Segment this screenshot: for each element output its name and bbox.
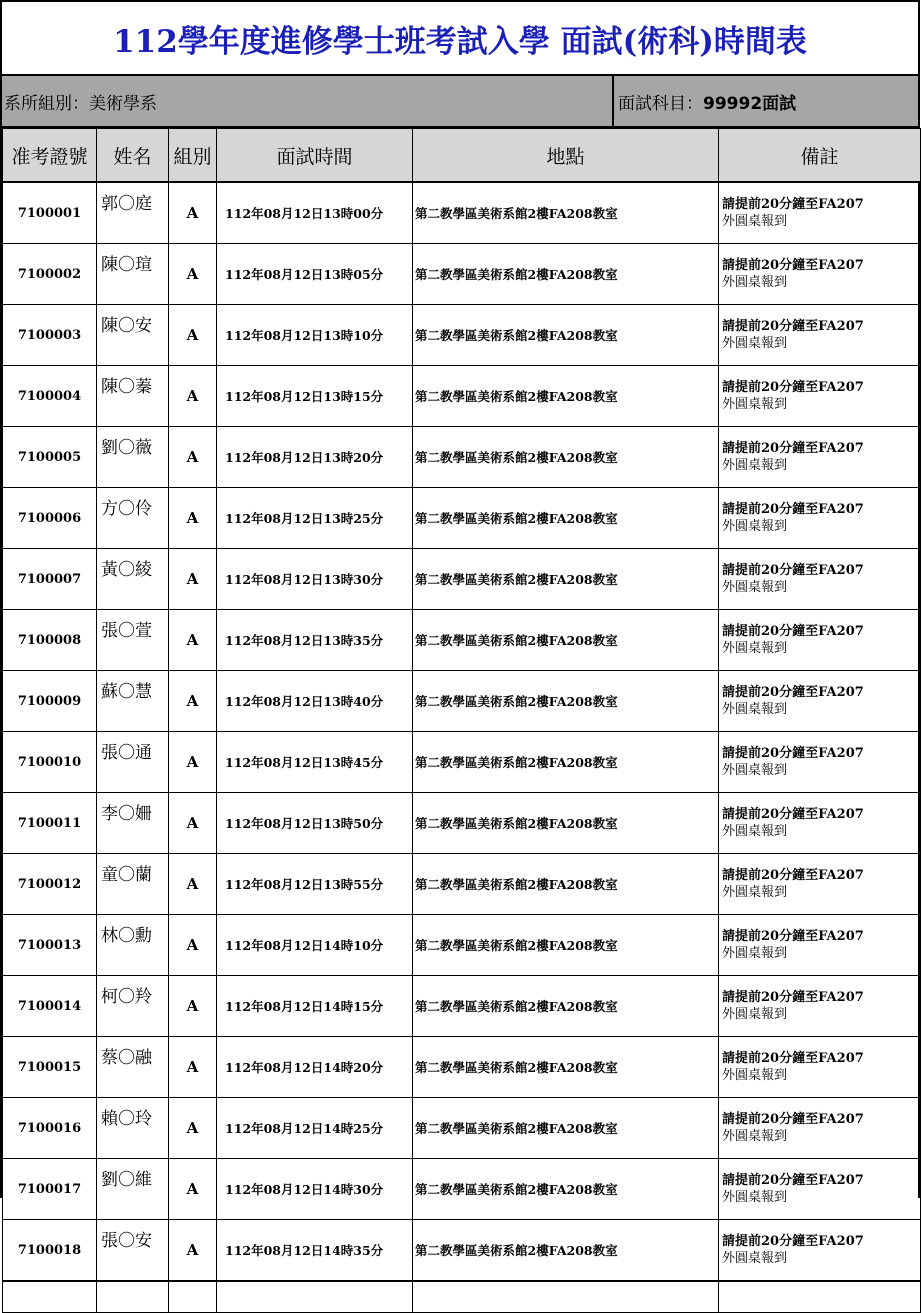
note-line-2: 外圓桌報到 <box>722 763 788 778</box>
table-row <box>3 427 921 488</box>
note-line-1: 請提前20分鐘至FA207 <box>722 624 864 639</box>
exam-id-cell: 7100007 <box>3 549 97 610</box>
group-cell: A <box>169 854 217 915</box>
note-line-2: 外圓桌報到 <box>722 336 788 351</box>
location-cell: 第二教學區美術系館2樓FA208教室 <box>413 732 719 793</box>
name-cell: 賴〇玲 <box>97 1098 169 1159</box>
table-row <box>3 671 921 732</box>
table-row <box>3 488 921 549</box>
time-cell: 112年08月12日13時35分 <box>217 610 413 671</box>
group-cell: A <box>169 976 217 1037</box>
group-cell: A <box>169 671 217 732</box>
note-cell <box>719 793 921 854</box>
time-cell: 112年08月12日13時15分 <box>217 366 413 427</box>
exam-id-cell: 7100006 <box>3 488 97 549</box>
time-cell: 112年08月12日13時50分 <box>217 793 413 854</box>
location-cell: 第二教學區美術系館2樓FA208教室 <box>413 671 719 732</box>
group-cell: A <box>169 1159 217 1220</box>
note-line-1: 請提前20分鐘至FA207 <box>722 1234 864 1249</box>
note-cell <box>719 427 921 488</box>
time-cell: 112年08月12日13時40分 <box>217 671 413 732</box>
note-line-2: 外圓桌報到 <box>722 641 788 656</box>
table-row <box>3 305 921 366</box>
note-line-2: 外圓桌報到 <box>722 824 788 839</box>
empty-cell <box>719 1281 921 1313</box>
table-row-partial <box>3 1281 921 1313</box>
table-row <box>3 182 921 244</box>
note-line-2: 外圓桌報到 <box>722 519 788 534</box>
note-line-2: 外圓桌報到 <box>722 580 788 595</box>
note-cell <box>719 854 921 915</box>
note-line-2: 外圓桌報到 <box>722 1129 788 1144</box>
note-line-2: 外圓桌報到 <box>722 1068 788 1083</box>
location-cell: 第二教學區美術系館2樓FA208教室 <box>413 915 719 976</box>
name-cell: 方〇伶 <box>97 488 169 549</box>
exam-id-cell: 7100008 <box>3 610 97 671</box>
empty-cell <box>3 1281 97 1313</box>
note-line-1: 請提前20分鐘至FA207 <box>722 746 864 761</box>
table-row <box>3 1159 921 1220</box>
time-cell: 112年08月12日13時45分 <box>217 732 413 793</box>
location-cell: 第二教學區美術系館2樓FA208教室 <box>413 488 719 549</box>
name-cell: 郭〇庭 <box>97 182 169 244</box>
group-cell: A <box>169 427 217 488</box>
name-cell: 劉〇維 <box>97 1159 169 1220</box>
time-cell: 112年08月12日13時20分 <box>217 427 413 488</box>
note-line-1: 請提前20分鐘至FA207 <box>722 929 864 944</box>
table-row <box>3 915 921 976</box>
table-row <box>3 1098 921 1159</box>
group-cell: A <box>169 244 217 305</box>
note-cell <box>719 732 921 793</box>
exam-id-cell: 7100009 <box>3 671 97 732</box>
name-cell: 張〇通 <box>97 732 169 793</box>
group-cell: A <box>169 610 217 671</box>
meta-bar <box>2 76 918 128</box>
note-cell <box>719 1098 921 1159</box>
subject-info <box>614 76 918 126</box>
location-cell: 第二教學區美術系館2樓FA208教室 <box>413 976 719 1037</box>
table-body <box>3 182 921 1313</box>
exam-id-cell: 7100018 <box>3 1220 97 1282</box>
page-title: 112學年度進修學士班考試入學 面試(術科)時間表 <box>2 2 918 76</box>
name-cell: 陳〇瑄 <box>97 244 169 305</box>
note-cell <box>719 488 921 549</box>
time-cell: 112年08月12日14時15分 <box>217 976 413 1037</box>
name-cell: 陳〇蓁 <box>97 366 169 427</box>
exam-id-cell: 7100016 <box>3 1098 97 1159</box>
header-location: 地點 <box>413 129 719 183</box>
table-row <box>3 793 921 854</box>
group-cell: A <box>169 1037 217 1098</box>
time-cell: 112年08月12日14時10分 <box>217 915 413 976</box>
exam-id-cell: 7100002 <box>3 244 97 305</box>
group-cell: A <box>169 732 217 793</box>
time-cell: 112年08月12日13時30分 <box>217 549 413 610</box>
table-row <box>3 1220 921 1282</box>
empty-cell <box>169 1281 217 1313</box>
note-cell <box>719 244 921 305</box>
note-cell <box>719 366 921 427</box>
time-cell: 112年08月12日14時30分 <box>217 1159 413 1220</box>
group-cell: A <box>169 488 217 549</box>
note-cell <box>719 671 921 732</box>
time-cell: 112年08月12日13時00分 <box>217 182 413 244</box>
time-cell: 112年08月12日14時20分 <box>217 1037 413 1098</box>
group-cell: A <box>169 182 217 244</box>
group-cell: A <box>169 793 217 854</box>
note-cell <box>719 976 921 1037</box>
location-cell: 第二教學區美術系館2樓FA208教室 <box>413 1159 719 1220</box>
location-cell: 第二教學區美術系館2樓FA208教室 <box>413 366 719 427</box>
department-label: 系所組別：美術學系 <box>2 76 614 126</box>
name-cell: 黃〇綾 <box>97 549 169 610</box>
note-line-1: 請提前20分鐘至FA207 <box>722 258 864 273</box>
header-exam-id: 准考證號 <box>3 129 97 183</box>
header-group: 組別 <box>169 129 217 183</box>
note-line-1: 請提前20分鐘至FA207 <box>722 1112 864 1127</box>
exam-id-cell: 7100012 <box>3 854 97 915</box>
note-line-2: 外圓桌報到 <box>722 946 788 961</box>
group-cell: A <box>169 1220 217 1282</box>
time-cell: 112年08月12日13時10分 <box>217 305 413 366</box>
table-row <box>3 549 921 610</box>
note-cell <box>719 182 921 244</box>
table-row <box>3 854 921 915</box>
table-header-row <box>3 129 921 183</box>
group-cell: A <box>169 549 217 610</box>
note-cell <box>719 549 921 610</box>
name-cell: 張〇萱 <box>97 610 169 671</box>
location-cell: 第二教學區美術系館2樓FA208教室 <box>413 244 719 305</box>
note-cell <box>719 305 921 366</box>
location-cell: 第二教學區美術系館2樓FA208教室 <box>413 427 719 488</box>
location-cell: 第二教學區美術系館2樓FA208教室 <box>413 305 719 366</box>
time-cell: 112年08月12日13時25分 <box>217 488 413 549</box>
note-line-1: 請提前20分鐘至FA207 <box>722 380 864 395</box>
name-cell: 柯〇羚 <box>97 976 169 1037</box>
table-row <box>3 1037 921 1098</box>
name-cell: 蔡〇融 <box>97 1037 169 1098</box>
table-row <box>3 244 921 305</box>
group-cell: A <box>169 1098 217 1159</box>
note-line-1: 請提前20分鐘至FA207 <box>722 868 864 883</box>
note-line-2: 外圓桌報到 <box>722 702 788 717</box>
name-cell: 童〇蘭 <box>97 854 169 915</box>
note-line-2: 外圓桌報到 <box>722 458 788 473</box>
note-line-1: 請提前20分鐘至FA207 <box>722 807 864 822</box>
note-line-2: 外圓桌報到 <box>722 214 788 229</box>
note-line-1: 請提前20分鐘至FA207 <box>722 197 864 212</box>
empty-cell <box>97 1281 169 1313</box>
exam-id-cell: 7100017 <box>3 1159 97 1220</box>
exam-id-cell: 7100011 <box>3 793 97 854</box>
note-cell <box>719 1037 921 1098</box>
table-row <box>3 732 921 793</box>
name-cell: 劉〇薇 <box>97 427 169 488</box>
note-cell <box>719 610 921 671</box>
exam-id-cell: 7100004 <box>3 366 97 427</box>
note-line-1: 請提前20分鐘至FA207 <box>722 441 864 456</box>
group-cell: A <box>169 366 217 427</box>
note-line-1: 請提前20分鐘至FA207 <box>722 563 864 578</box>
note-cell <box>719 1159 921 1220</box>
note-line-2: 外圓桌報到 <box>722 1007 788 1022</box>
time-cell: 112年08月12日13時05分 <box>217 244 413 305</box>
note-cell <box>719 915 921 976</box>
exam-id-cell: 7100013 <box>3 915 97 976</box>
exam-id-cell: 7100014 <box>3 976 97 1037</box>
location-cell: 第二教學區美術系館2樓FA208教室 <box>413 793 719 854</box>
note-line-2: 外圓桌報到 <box>722 275 788 290</box>
note-line-1: 請提前20分鐘至FA207 <box>722 685 864 700</box>
table-row <box>3 366 921 427</box>
exam-id-cell: 7100003 <box>3 305 97 366</box>
exam-id-cell: 7100001 <box>3 182 97 244</box>
exam-id-cell: 7100015 <box>3 1037 97 1098</box>
header-name: 姓名 <box>97 129 169 183</box>
schedule-table <box>2 128 921 1313</box>
time-cell: 112年08月12日14時25分 <box>217 1098 413 1159</box>
subject-value: 99992面試 <box>703 93 797 114</box>
group-cell: A <box>169 305 217 366</box>
subject-label: 面試科目： <box>618 93 703 114</box>
table-row <box>3 976 921 1037</box>
name-cell: 蘇〇慧 <box>97 671 169 732</box>
note-line-2: 外圓桌報到 <box>722 885 788 900</box>
note-line-2: 外圓桌報到 <box>722 1190 788 1205</box>
note-line-2: 外圓桌報到 <box>722 1251 788 1266</box>
time-cell: 112年08月12日13時55分 <box>217 854 413 915</box>
location-cell: 第二教學區美術系館2樓FA208教室 <box>413 182 719 244</box>
note-line-1: 請提前20分鐘至FA207 <box>722 502 864 517</box>
name-cell: 陳〇安 <box>97 305 169 366</box>
time-cell: 112年08月12日14時35分 <box>217 1220 413 1282</box>
empty-cell <box>217 1281 413 1313</box>
exam-id-cell: 7100010 <box>3 732 97 793</box>
location-cell: 第二教學區美術系館2樓FA208教室 <box>413 610 719 671</box>
location-cell: 第二教學區美術系館2樓FA208教室 <box>413 549 719 610</box>
location-cell: 第二教學區美術系館2樓FA208教室 <box>413 1098 719 1159</box>
note-line-2: 外圓桌報到 <box>722 397 788 412</box>
location-cell: 第二教學區美術系館2樓FA208教室 <box>413 1220 719 1282</box>
header-note: 備註 <box>719 129 921 183</box>
note-line-1: 請提前20分鐘至FA207 <box>722 1173 864 1188</box>
note-cell <box>719 1220 921 1282</box>
table-row <box>3 610 921 671</box>
name-cell: 林〇勳 <box>97 915 169 976</box>
name-cell: 李〇姍 <box>97 793 169 854</box>
exam-id-cell: 7100005 <box>3 427 97 488</box>
name-cell: 張〇安 <box>97 1220 169 1282</box>
note-line-1: 請提前20分鐘至FA207 <box>722 990 864 1005</box>
note-line-1: 請提前20分鐘至FA207 <box>722 1051 864 1066</box>
empty-cell <box>413 1281 719 1313</box>
location-cell: 第二教學區美術系館2樓FA208教室 <box>413 854 719 915</box>
header-time: 面試時間 <box>217 129 413 183</box>
note-line-1: 請提前20分鐘至FA207 <box>722 319 864 334</box>
group-cell: A <box>169 915 217 976</box>
location-cell: 第二教學區美術系館2樓FA208教室 <box>413 1037 719 1098</box>
